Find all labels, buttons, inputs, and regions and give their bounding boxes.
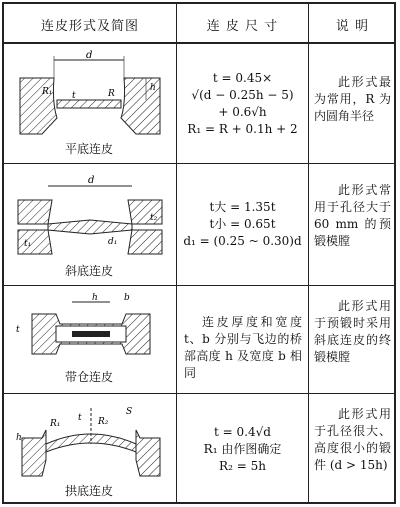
formula-line: R₂ = 5h xyxy=(219,458,266,473)
label-r1: R₁ xyxy=(50,419,61,429)
label-d: d xyxy=(88,175,95,186)
header-form: 连皮形式及简图 xyxy=(40,18,139,34)
label-t: t xyxy=(78,413,82,423)
label-h: h xyxy=(150,83,156,93)
arched-bottom-diagram xyxy=(12,400,170,480)
formula-line: R₁ = R + 0.1h + 2 xyxy=(187,121,298,136)
header-note: 说 明 xyxy=(335,18,370,34)
label-r1: R₁ xyxy=(42,87,53,97)
note-arched: 此形式用于孔径很大、高度很小的锻件 (d > 15h) xyxy=(314,407,391,472)
label-s: S xyxy=(126,407,133,417)
label-t: t xyxy=(16,325,20,335)
label-b: b xyxy=(124,293,130,303)
formula-line: t = 0.45× xyxy=(212,70,273,85)
formula-line: t小 = 0.65t xyxy=(209,217,276,231)
label-h: h xyxy=(92,293,98,303)
inclined-bottom-diagram xyxy=(12,170,170,258)
formula-line: d₁ = (0.25 ~ 0.30)d xyxy=(183,234,302,248)
label-t2: t₂ xyxy=(150,213,158,223)
connecting-skin-table xyxy=(2,2,396,504)
formula-inclined xyxy=(177,164,308,285)
label-t: t xyxy=(72,91,76,101)
header-size: 连 皮 尺 寸 xyxy=(206,18,279,34)
caption-inclined: 斜底连皮 xyxy=(64,264,113,278)
formula-line: R₁ 由作图确定 xyxy=(203,441,282,456)
caption-flat: 平底连皮 xyxy=(64,142,113,156)
label-r2: R₂ xyxy=(98,417,109,427)
label-d: d xyxy=(86,50,93,61)
note-flat: 此形式最为常用，R 为内圆角半径 xyxy=(314,75,391,123)
row-divider xyxy=(4,285,394,286)
formula-pocket: 连皮厚度和宽度 t、b 分别与飞边的桥部高度 h 及宽度 b 相同 xyxy=(184,315,302,380)
formula-line: t = 0.4√d xyxy=(214,424,271,439)
label-h: h xyxy=(16,433,22,443)
formula-line: + 0.6√h xyxy=(218,104,267,119)
note-inclined: 此形式常用于孔径大于 60 mm 的预锻模膛 xyxy=(314,183,391,248)
formula-line: t大 = 1.35t xyxy=(209,200,276,214)
label-d1: d₁ xyxy=(108,237,118,247)
flat-bottom-diagram xyxy=(12,48,170,136)
label-r: R xyxy=(108,89,115,99)
formula-line: √(d − 0.25h − 5) xyxy=(191,87,294,102)
caption-arched: 拱底连皮 xyxy=(64,484,113,498)
label-t1: t₁ xyxy=(24,239,32,249)
pocket-diagram xyxy=(12,290,170,364)
caption-pocket: 带仓连皮 xyxy=(64,370,113,384)
note-pocket: 此形式用于预锻时采用斜底连皮的终锻模膛 xyxy=(314,299,391,364)
formula-arched xyxy=(177,394,308,504)
formula-flat xyxy=(177,44,308,163)
